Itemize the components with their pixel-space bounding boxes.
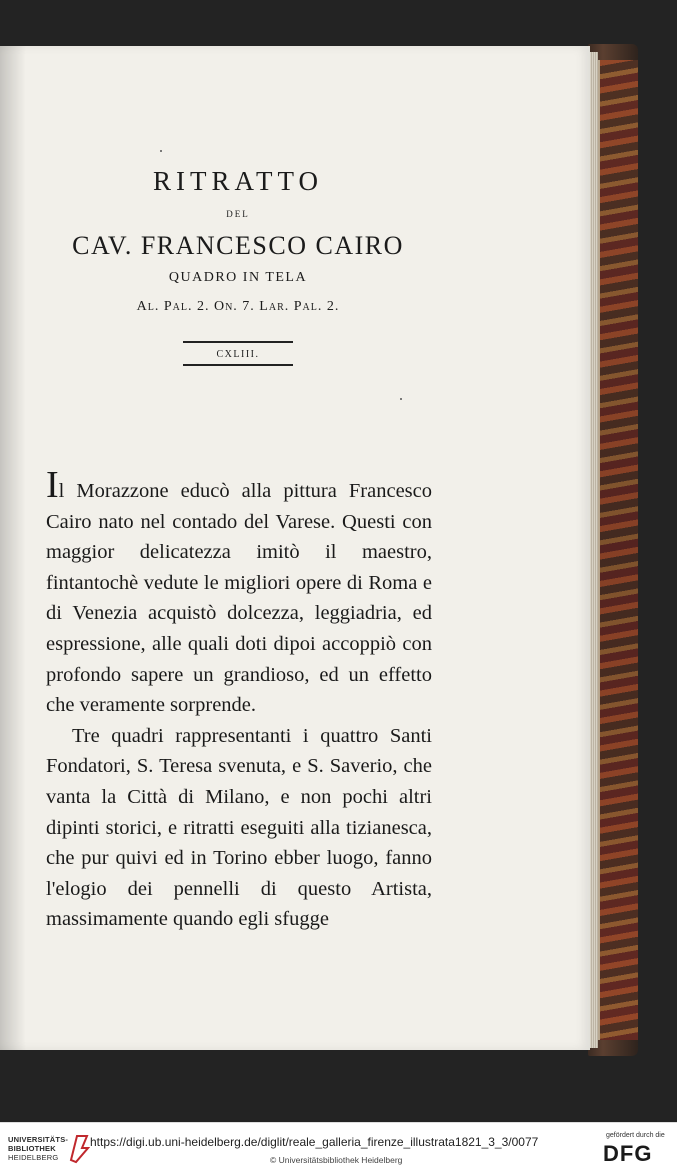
university-library-logo[interactable] [8,1135,68,1162]
spine-shadow [0,46,26,1050]
artwork-medium: QUADRO IN TELA [168,270,308,285]
page-speck [400,398,402,400]
artist-name: CAV. FRANCESCO CAIRO [72,231,404,260]
copyright-notice: © Universitätsbibliothek Heidelberg [270,1155,403,1165]
paragraph: Il Morazzone educò alla pittura Francesco Cairo nato nel contado del Varese. Questi con maggior delicatezza imitò il maestro, fintantochè vedute le migliori opere di Roma e di Venezia acquistò dolcezza, leggiadria, ed espressione, alle quali doti dipoi accoppiò con profondo sapere un grandioso, ed un effetto che veramente sorprende. [46,464,432,717]
logo-text: HEIDELBERG [8,1153,59,1162]
logo-text: BIBLIOTHEK [8,1144,56,1153]
marbled-fore-edge [598,60,638,1040]
page-url-link[interactable]: https://digi.ub.uni-heidelberg.de/diglit/reale_galleria_firenze_illustrata1821_3_3/0077 [90,1135,539,1149]
plate-number: CXLIII. [183,341,293,366]
page-speck [160,150,162,152]
chapter-title: RITRATTO [152,166,323,196]
dfg-logo[interactable]: DFG [603,1141,653,1166]
body-text [46,464,432,935]
viewer-footer [0,1122,677,1173]
funding-note: gefördert durch die [606,1132,665,1139]
library-emblem-icon [68,1132,90,1164]
chapter-heading [46,160,430,366]
artwork-dimensions: Al. Pal. 2. On. 7. Lar. Pal. 2. [136,299,340,314]
chapter-preposition: DEL [226,209,250,219]
logo-text: UNIVERSITÄTS- [8,1135,69,1144]
paragraph: Tre quadri rappresentanti i quattro Santi Fondatori, S. Teresa svenuta, e S. Saverio, che vanta la Città di Milano, e non pochi altri dipinti storici, e ritratti eseguiti alla tizianesca, che pur quivi ed in Torino ebber luogo, fanno l'elogio dei pennelli di questo Artista, massimamente quando egli sfugge [46,724,432,931]
